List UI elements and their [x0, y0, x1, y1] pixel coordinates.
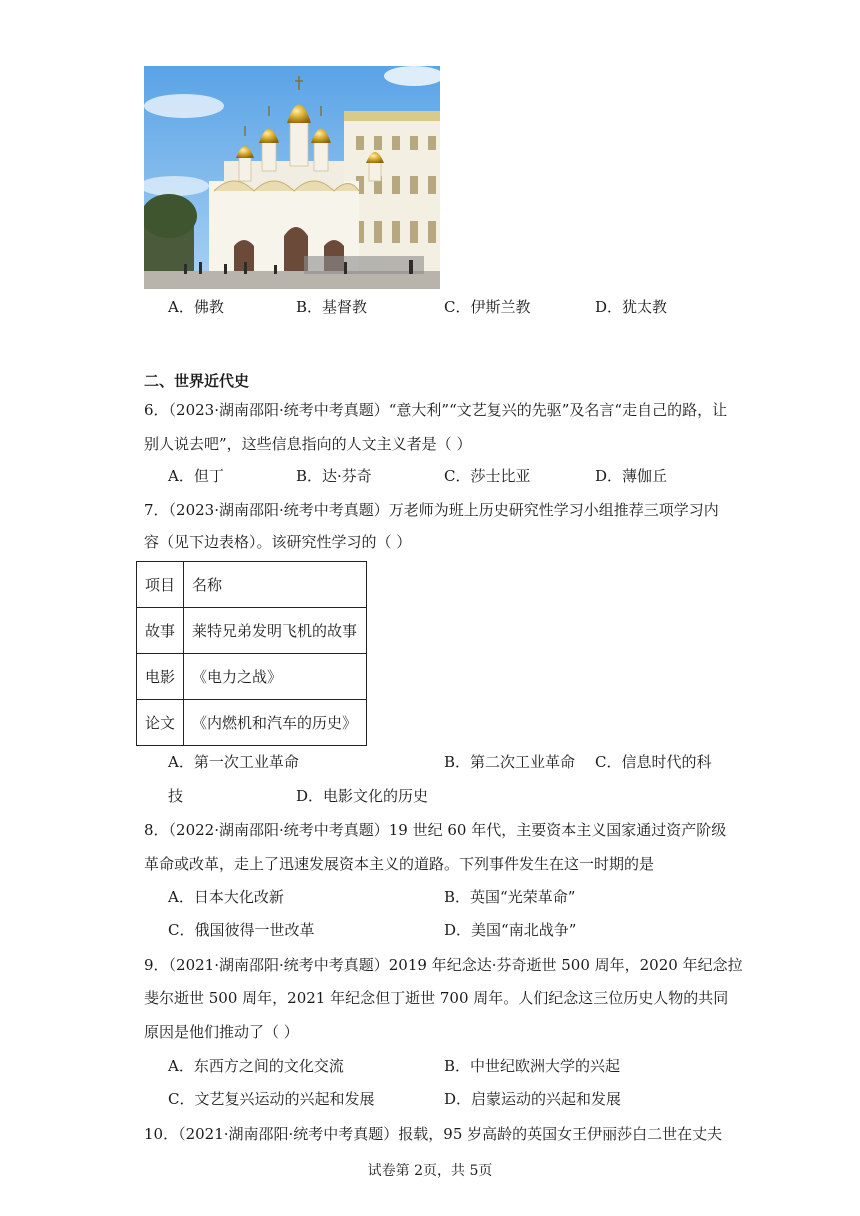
table-cell: 莱特兄弟发明飞机的故事 [184, 608, 367, 654]
q7-stem-line1: 7．（2023·湖南邵阳·统考中考真题）万老师为班上历史研究性学习小组推荐三项学习内 [144, 501, 719, 519]
table-cell: 故事 [137, 608, 184, 654]
table-row [137, 700, 367, 746]
table-cell: 名称 [184, 562, 367, 608]
page-footer: 试卷第 2页，共 5页 [367, 1163, 493, 1179]
q8-stem-line1: 8．（2022·湖南邵阳·统考中考真题）19 世纪 60 年代，主要资本主义国家通过资产阶级 [144, 821, 727, 839]
table-cell: 电影 [137, 654, 184, 700]
table-cell: 项目 [137, 562, 184, 608]
q6-option-b: B．达·芬奇 [296, 467, 372, 485]
q8-option-a: A．日本大化改新 [168, 888, 284, 906]
q7-table [136, 561, 367, 746]
q7-option-a: A．第一次工业革命 [168, 753, 299, 771]
q10-stem-line1: 10．（2021·湖南邵阳·统考中考真题）报载，95 岁高龄的英国女王伊丽莎白二世在丈夫 [144, 1125, 723, 1143]
q9-stem-line3: 原因是他们推动了（ ） [144, 1023, 299, 1041]
table-cell: 《内燃机和汽车的历史》 [184, 700, 367, 746]
q5-option-b: B．基督教 [296, 298, 368, 316]
q6-stem-line1: 6．（2023·湖南邵阳·统考中考真题）“意大利”“文艺复兴的先驱”及名言“走自己的路，让 [144, 401, 728, 419]
q9-stem-line2: 斐尔逝世 500 周年，2021 年纪念但丁逝世 700 周年。人们纪念这三位历史人物的共同 [144, 989, 729, 1007]
q6-option-d: D．薄伽丘 [595, 467, 668, 485]
q7-stem-line2: 容（见下边表格）。该研究性学习的（ ） [144, 533, 412, 551]
table-cell: 论文 [137, 700, 184, 746]
q7-option-d: D．电影文化的历史 [296, 787, 429, 805]
q8-option-d: D．美国“南北战争” [444, 921, 577, 939]
q9-option-d: D．启蒙运动的兴起和发展 [444, 1090, 622, 1108]
q5-option-a: A．佛教 [168, 298, 224, 316]
q9-option-b: B．中世纪欧洲大学的兴起 [444, 1057, 621, 1075]
table-row [137, 562, 367, 608]
q9-stem-line1: 9．（2021·湖南邵阳·统考中考真题）2019 年纪念达·芬奇逝世 500 周年，2020 年纪念拉 [144, 956, 743, 974]
cathedral-photo [144, 66, 440, 289]
q8-option-b: B．英国“光荣革命” [444, 888, 576, 906]
q5-option-c: C．伊斯兰教 [444, 298, 531, 316]
q7-option-c-cont: 技 [168, 787, 184, 805]
q6-stem-line2: 别人说去吧”，这些信息指向的人文主义者是（ ） [144, 435, 472, 453]
q8-stem-line2: 革命或改革，走上了迅速发展资本主义的道路。下列事件发生在这一时期的是 [144, 855, 655, 873]
q9-option-c: C．文艺复兴运动的兴起和发展 [168, 1090, 375, 1108]
q5-option-d: D．犹太教 [595, 298, 668, 316]
table-cell: 《电力之战》 [184, 654, 367, 700]
q6-option-c: C．莎士比亚 [444, 467, 531, 485]
q9-option-a: A．东西方之间的文化交流 [168, 1057, 344, 1075]
table-row [137, 608, 367, 654]
q6-option-a: A．但丁 [168, 467, 224, 485]
q7-option-c: C．信息时代的科 [595, 753, 712, 771]
q8-option-c: C．俄国彼得一世改革 [168, 921, 315, 939]
table-row [137, 654, 367, 700]
q7-option-b: B．第二次工业革命 [444, 753, 576, 771]
section-heading: 二、世界近代史 [144, 372, 250, 390]
